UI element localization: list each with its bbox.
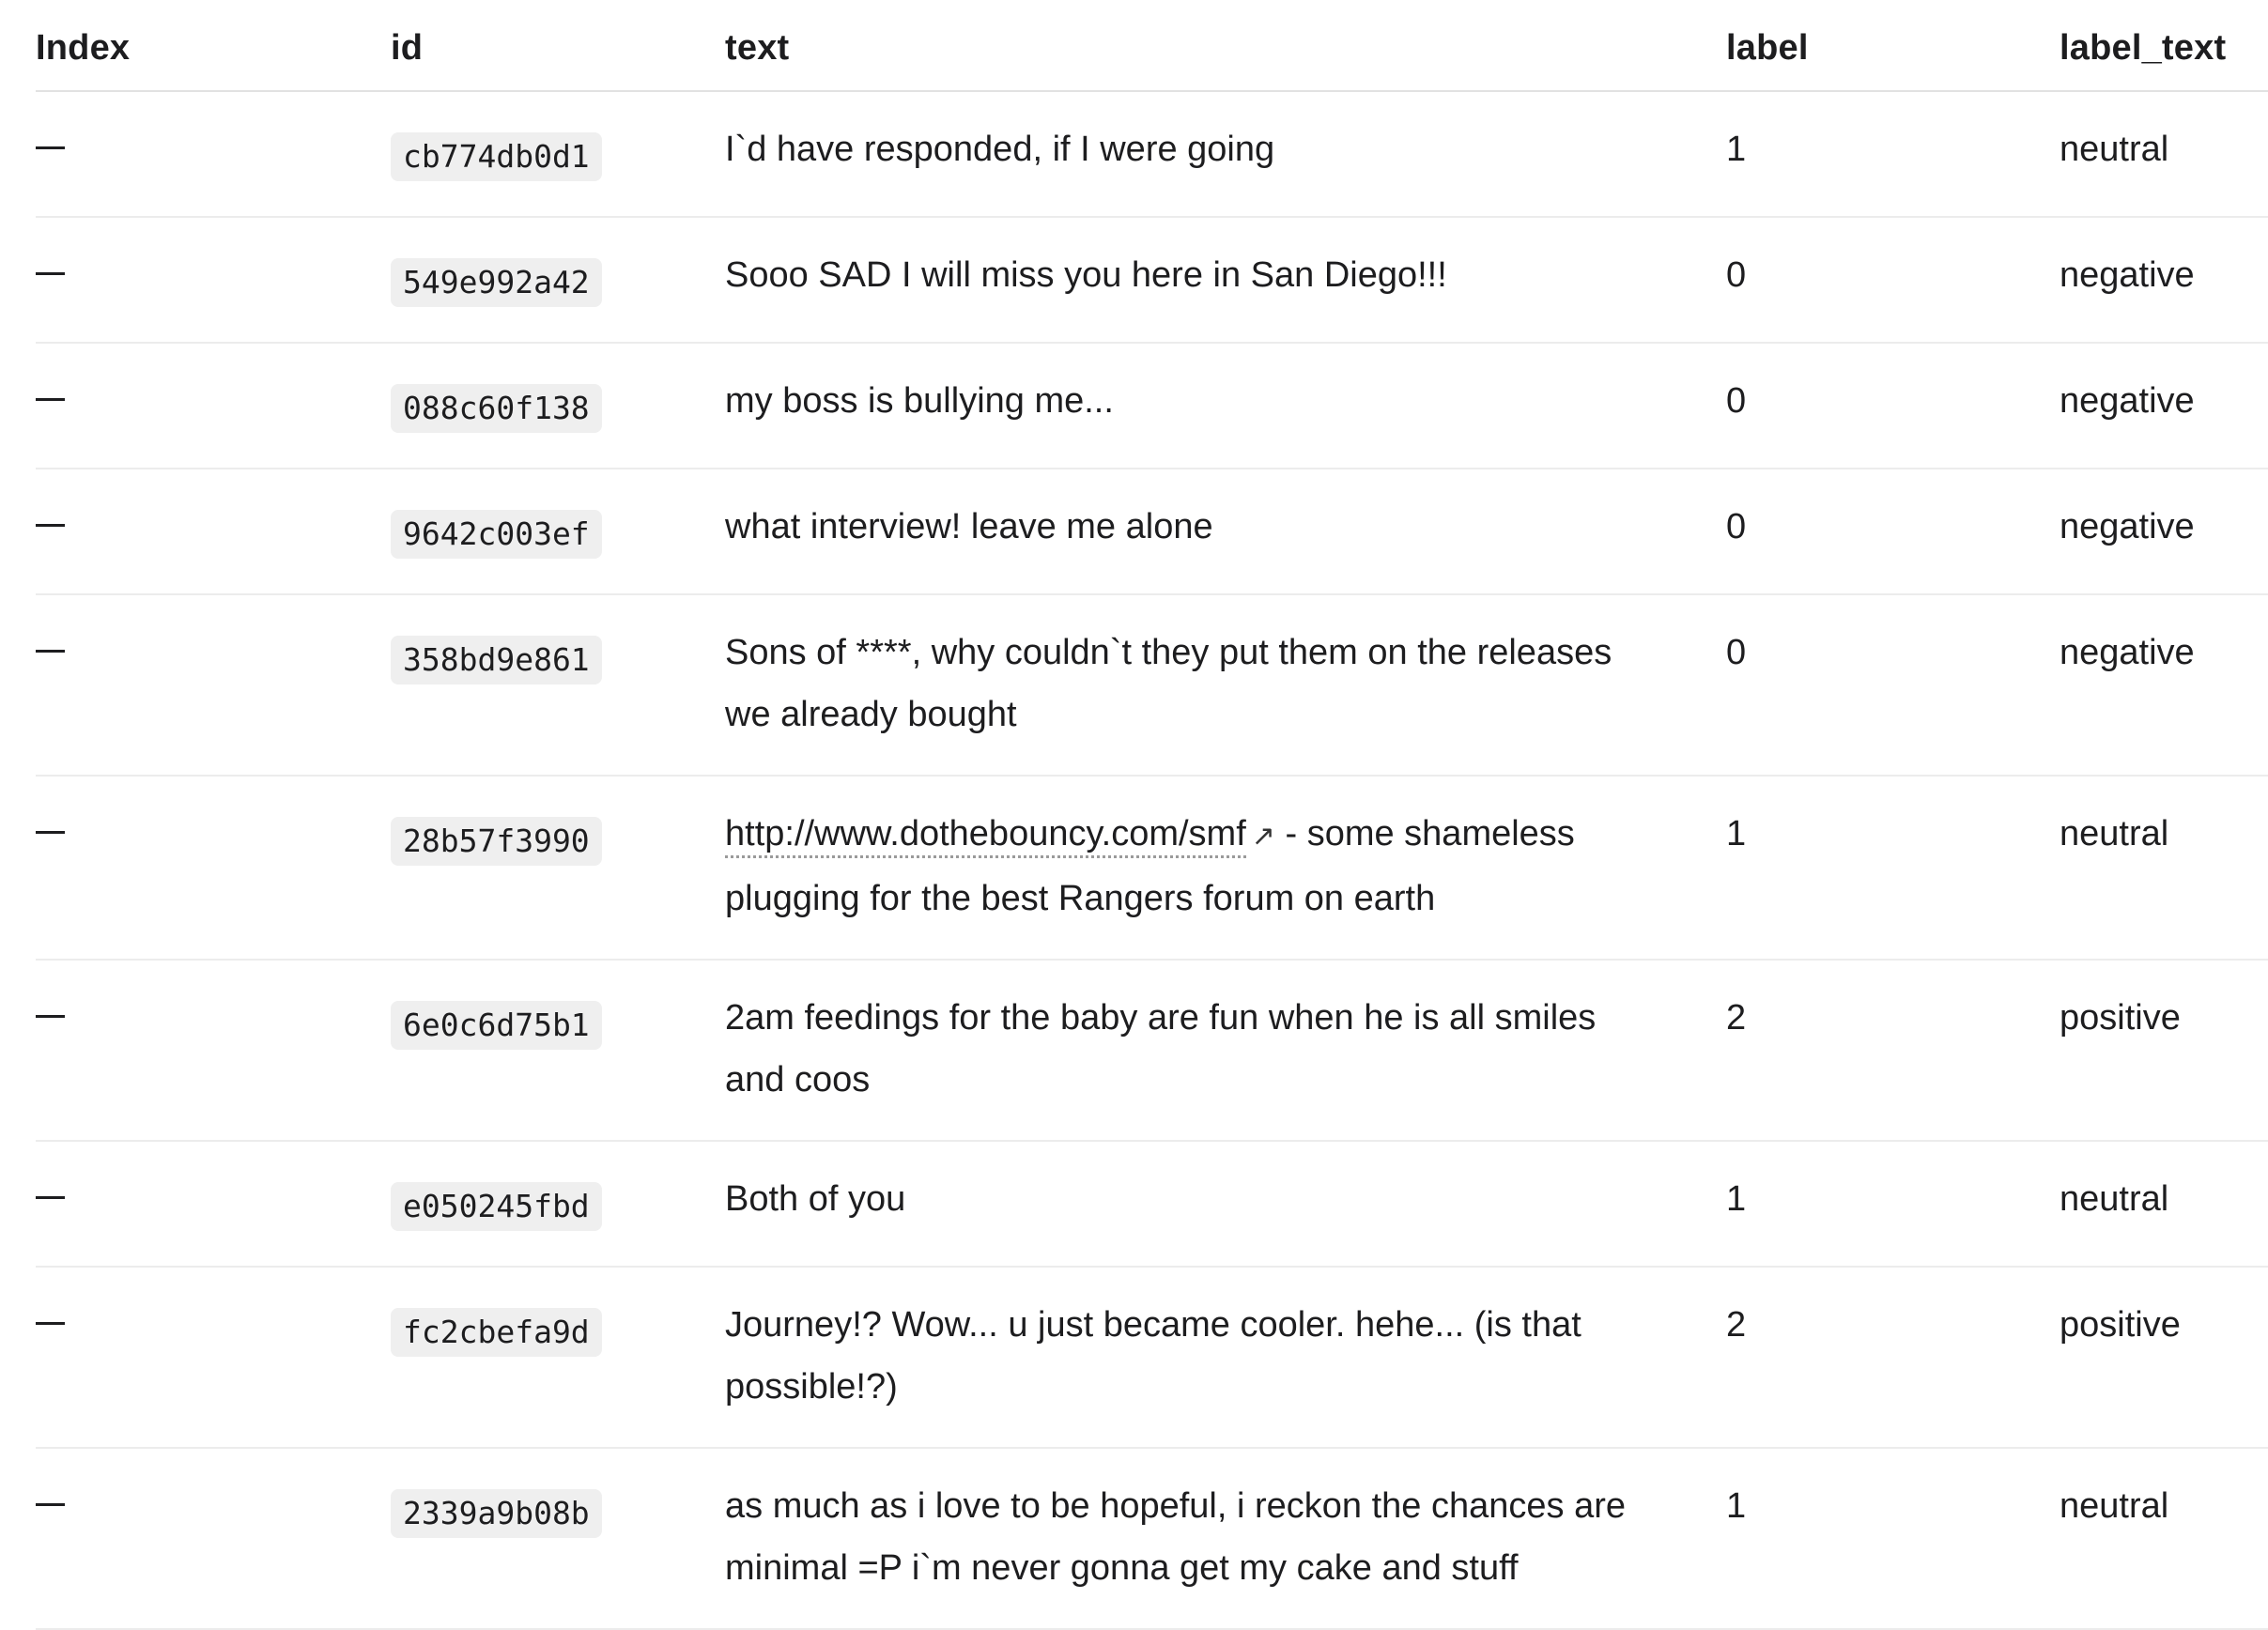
id-chip: e050245fbd — [391, 1182, 602, 1231]
row-text-rest: - some shameless plugging for the best Rangers forum on earth — [725, 814, 1575, 918]
id-chip: 9642c003ef — [391, 510, 602, 559]
row-id — [391, 1142, 725, 1266]
row-label: 2 — [1726, 1305, 1747, 1345]
row-text: what interview! leave me alone — [725, 507, 1213, 546]
row-label: 2 — [1726, 998, 1747, 1038]
row-label: 1 — [1726, 1179, 1747, 1219]
row-index — [36, 1268, 391, 1447]
row-text — [725, 777, 1726, 959]
external-link-icon[interactable]: ↗ — [1251, 821, 1275, 852]
row-label: 0 — [1726, 507, 1747, 546]
row-label-text: neutral — [2060, 1486, 2169, 1526]
data-table — [36, 0, 2268, 1630]
column-header-text[interactable]: text — [725, 28, 790, 68]
id-chip: cb774db0d1 — [391, 132, 602, 181]
empty-index-dash — [36, 1322, 65, 1325]
row-label-text: neutral — [2060, 814, 2169, 853]
row-index — [36, 961, 391, 1140]
table-row — [36, 777, 2268, 961]
row-text: Both of you — [725, 1179, 906, 1219]
row-text: 2am feedings for the baby are fun when he is all smiles and coos — [725, 998, 1597, 1099]
row-label: 0 — [1726, 255, 1747, 295]
row-index — [36, 777, 391, 959]
row-id — [391, 218, 725, 342]
row-index — [36, 1449, 391, 1628]
row-index — [36, 92, 391, 216]
row-label: 1 — [1726, 814, 1747, 853]
table-row — [36, 1268, 2268, 1449]
column-header-label[interactable]: label — [1726, 28, 1809, 68]
column-header-label-text[interactable]: label_text — [2060, 28, 2227, 68]
row-label-text: negative — [2060, 255, 2195, 295]
empty-index-dash — [36, 831, 65, 834]
empty-index-dash — [36, 398, 65, 401]
row-index — [36, 1142, 391, 1266]
row-label: 1 — [1726, 130, 1747, 169]
row-label: 0 — [1726, 381, 1747, 421]
row-text: Sooo SAD I will miss you here in San Diego!!! — [725, 255, 1447, 295]
table-row — [36, 1449, 2268, 1630]
column-header-id[interactable]: id — [391, 28, 424, 68]
row-id — [391, 344, 725, 468]
table-row — [36, 92, 2268, 218]
row-text: Journey!? Wow... u just became cooler. hehe... (is that possible!?) — [725, 1305, 1581, 1407]
row-text: I`d have responded, if I were going — [725, 130, 1275, 169]
row-label-text: neutral — [2060, 130, 2169, 169]
row-index — [36, 344, 391, 468]
row-id — [391, 595, 725, 775]
row-label-text: negative — [2060, 633, 2195, 672]
row-label-text: neutral — [2060, 1179, 2169, 1219]
row-id — [391, 961, 725, 1140]
row-index — [36, 595, 391, 775]
row-label: 1 — [1726, 1486, 1747, 1526]
id-chip: fc2cbefa9d — [391, 1308, 602, 1357]
id-chip: 2339a9b08b — [391, 1489, 602, 1538]
id-chip: 6e0c6d75b1 — [391, 1001, 602, 1050]
row-text: as much as i love to be hopeful, i reckon the chances are minimal =P i`m never gonna get my cake and stuff — [725, 1486, 1626, 1588]
empty-index-dash — [36, 146, 65, 149]
row-text: my boss is bullying me... — [725, 381, 1114, 421]
id-chip: 28b57f3990 — [391, 817, 602, 866]
empty-index-dash — [36, 1015, 65, 1018]
table-row — [36, 595, 2268, 777]
empty-index-dash — [36, 524, 65, 527]
row-label: 0 — [1726, 633, 1747, 672]
row-id — [391, 777, 725, 959]
row-label-text: positive — [2060, 998, 2181, 1038]
id-chip: 358bd9e861 — [391, 636, 602, 684]
row-index — [36, 469, 391, 593]
table-header — [36, 0, 2268, 92]
id-chip: 088c60f138 — [391, 384, 602, 433]
table-row — [36, 218, 2268, 344]
empty-index-dash — [36, 1503, 65, 1506]
row-text: Sons of ****, why couldn`t they put them on the releases we already bought — [725, 633, 1612, 734]
table-row — [36, 469, 2268, 595]
table-row — [36, 344, 2268, 469]
row-id — [391, 1268, 725, 1447]
text-link[interactable]: http://www.dothebouncy.com/smf — [725, 814, 1246, 858]
column-header-index[interactable]: Index — [36, 28, 131, 68]
id-chip: 549e992a42 — [391, 258, 602, 307]
empty-index-dash — [36, 272, 65, 275]
row-index — [36, 218, 391, 342]
row-label-text: negative — [2060, 507, 2195, 546]
row-id — [391, 92, 725, 216]
empty-index-dash — [36, 650, 65, 653]
row-id — [391, 469, 725, 593]
empty-index-dash — [36, 1196, 65, 1199]
table-row — [36, 1142, 2268, 1268]
table-row — [36, 961, 2268, 1142]
row-label-text: negative — [2060, 381, 2195, 421]
row-id — [391, 1449, 725, 1628]
row-label-text: positive — [2060, 1305, 2181, 1345]
